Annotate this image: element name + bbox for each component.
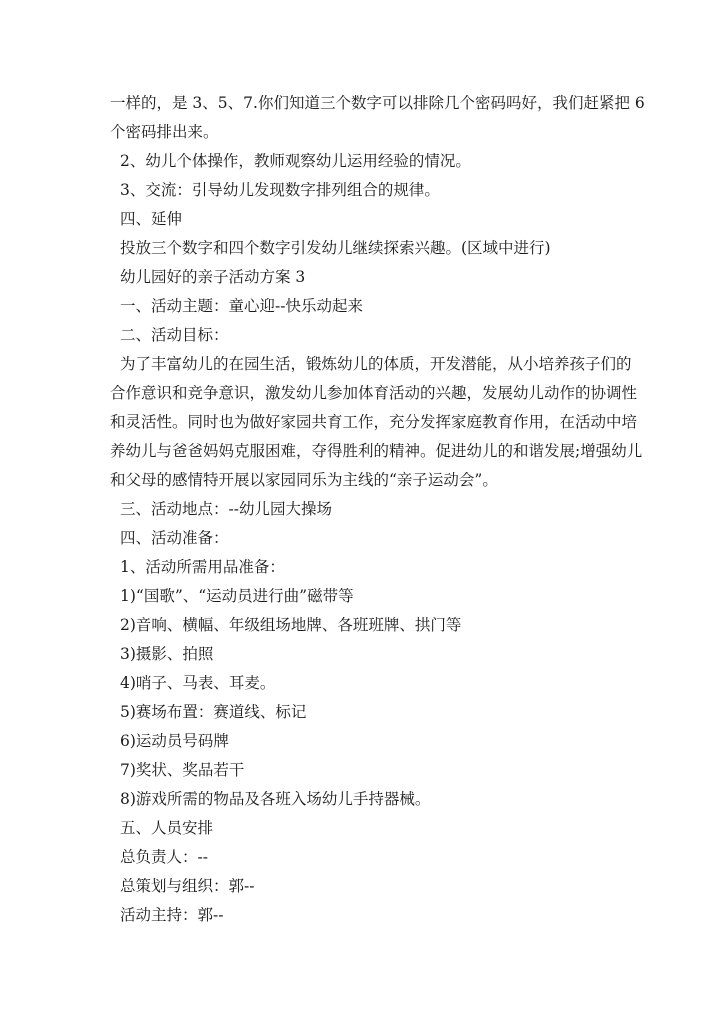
section-heading: 二、活动目标：: [120, 326, 229, 344]
paragraph-line: 合作意识和竞争意识，激发幼儿参加体育活动的兴趣，发展幼儿动作的协调性: [110, 384, 638, 402]
section-heading: 三、活动地点：--幼儿园大操场: [120, 500, 332, 518]
list-item: 2、幼儿个体操作，教师观察幼儿运用经验的情况。: [120, 152, 471, 170]
list-item: 5)赛场布置：赛道线、标记: [120, 703, 307, 721]
section-heading: 五、人员安排: [120, 819, 214, 837]
section-heading: 一、活动主题：童心迎--快乐动起来: [120, 297, 363, 315]
list-item: 8)游戏所需的物品及各班入场幼儿手持器械。: [120, 790, 431, 808]
list-item: 3)摄影、拍照: [120, 645, 214, 663]
list-item: 3、交流：引导幼儿发现数字排列组合的规律。: [120, 181, 440, 199]
paragraph-line: 个密码排出来。: [110, 123, 219, 141]
list-item: 7)奖状、奖品若干: [120, 761, 245, 779]
section-heading: 四、延伸: [120, 210, 183, 228]
list-item: 1)“国歌”、“运动员进行曲”磁带等: [120, 587, 354, 605]
paragraph-line: 养幼儿与爸爸妈妈克服困难，夺得胜利的精神。促进幼儿的和谐发展;增强幼儿: [110, 442, 643, 460]
section-heading: 四、活动准备：: [120, 529, 229, 547]
list-item: 1、活动所需用品准备：: [120, 558, 285, 576]
paragraph-line: 和父母的感情特开展以家园同乐为主线的“亲子运动会”。: [110, 471, 498, 489]
document-heading: 幼儿园好的亲子活动方案 3: [120, 268, 306, 286]
paragraph-line: 投放三个数字和四个数字引发幼儿继续探索兴趣。(区域中进行): [120, 239, 551, 257]
paragraph-line: 和灵活性。同时也为做好家园共育工作，充分发挥家庭教育作用，在活动中培: [110, 413, 638, 431]
list-item: 6)运动员号码牌: [120, 732, 229, 750]
list-item: 总负责人：--: [120, 848, 208, 866]
paragraph-line: 一样的，是 3、5、7.你们知道三个数字可以排除几个密码吗好，我们赶紧把 6: [110, 94, 645, 112]
list-item: 4)哨子、马表、耳麦。: [120, 674, 276, 692]
list-item: 总策划与组织：郭--: [120, 877, 255, 895]
list-item: 2)音响、横幅、年级组场地牌、各班班牌、拱门等: [120, 616, 462, 634]
list-item: 活动主持：郭--: [120, 906, 224, 924]
paragraph-line: 为了丰富幼儿的在园生活，锻炼幼儿的体质，开发潜能，从小培养孩子们的: [120, 355, 632, 373]
